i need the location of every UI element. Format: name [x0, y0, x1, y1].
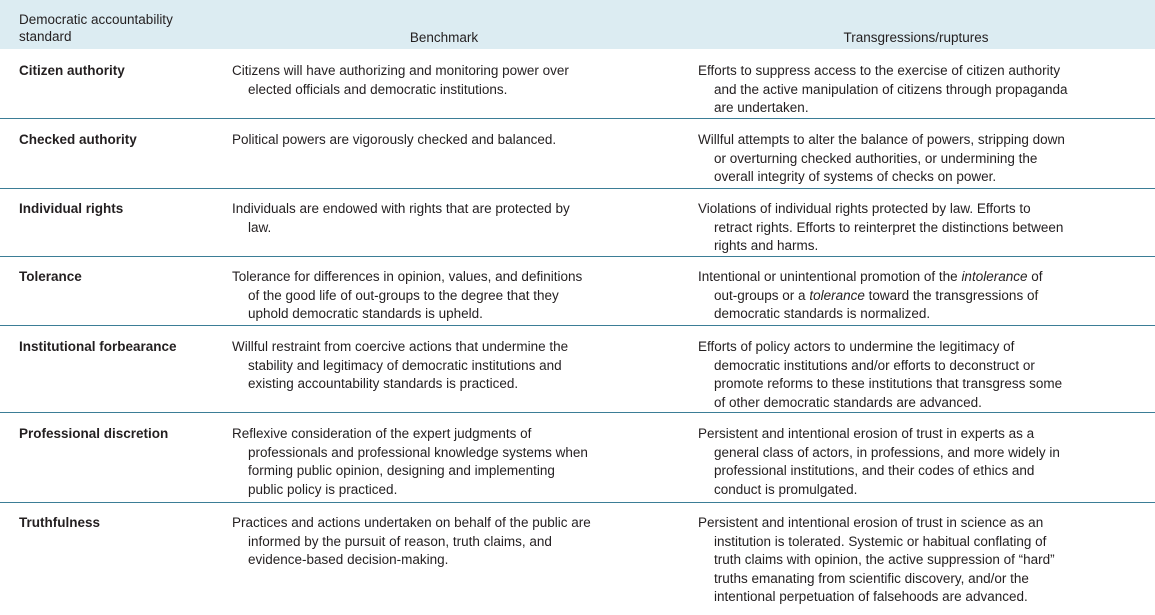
header-standard: Democratic accountability standard [19, 12, 173, 44]
cell-line: professionals and professional knowledge systems when [248, 444, 588, 460]
cell-line: evidence-based decision-making. [248, 552, 449, 567]
emphasis-text: tolerance [809, 287, 865, 303]
transgressions-cell [698, 131, 1065, 187]
benchmark-cell [232, 268, 582, 324]
line-segment: of [1027, 269, 1043, 284]
transgressions-cell [698, 425, 1060, 499]
line-segment: out-groups or a [714, 287, 810, 303]
cell-line: truth claims with opinion, the active suppression of “hard” [714, 552, 1055, 567]
cell-line: Violations of individual rights protected by law. Efforts to [698, 201, 1031, 216]
row-divider [0, 188, 1155, 189]
cell-line: professional institutions, and their codes of ethics and [714, 463, 1035, 478]
table-header [0, 0, 1155, 49]
standard-cell: Citizen authority [19, 63, 125, 78]
cell-line: democratic standards is normalized. [714, 306, 931, 321]
cell-line: Efforts of policy actors to undermine the legitimacy of [698, 339, 1015, 354]
emphasis-text: intolerance [961, 269, 1028, 284]
cell-line: Political powers are vigorously checked and balanced. [232, 132, 557, 147]
cell-line: Tolerance for differences in opinion, values, and definitions [232, 269, 583, 284]
standard-cell: Checked authority [19, 132, 137, 147]
benchmark-cell [232, 200, 570, 237]
cell-line: democratic institutions and/or efforts to deconstruct or [714, 357, 1035, 373]
standard-cell: Truthfulness [19, 515, 101, 530]
cell-line: existing accountability standards is practiced. [248, 376, 519, 391]
standard-cell: Individual rights [19, 201, 124, 216]
header-transgressions: Transgressions/ruptures [843, 30, 989, 45]
cell-line: forming public opinion, designing and implementing [248, 463, 555, 478]
cell-line: retract rights. Efforts to reinterpret the distinctions between [714, 219, 1064, 235]
cell-line: institution is tolerated. Systemic or habitual conflating of [714, 533, 1047, 549]
benchmark-cell [232, 425, 588, 499]
transgressions-cell [698, 268, 1043, 324]
row-divider [0, 256, 1155, 257]
header-benchmark: Benchmark [409, 30, 479, 45]
row-divider [0, 118, 1155, 119]
cell-line: Efforts to suppress access to the exercise of citizen authority [698, 63, 1061, 78]
transgressions-cell [698, 62, 1068, 118]
cell-line: public policy is practiced. [248, 481, 398, 497]
cell-line: Willful attempts to alter the balance of powers, stripping down [698, 132, 1065, 147]
cell-line: of other democratic standards are advanced. [714, 394, 982, 410]
cell-line: are undertaken. [714, 100, 809, 115]
cell-line: of the good life of out-groups to the degree that they [248, 287, 559, 303]
cell-line: Citizens will have authorizing and monitoring power over [232, 63, 569, 78]
cell-line: Willful restraint from coercive actions that undermine the [232, 339, 569, 354]
line-segment: toward the transgressions of [864, 287, 1039, 303]
cell-line: or overturning checked authorities, or undermining the [714, 150, 1038, 166]
transgressions-cell [698, 200, 1063, 256]
row-divider [0, 412, 1155, 413]
benchmark-cell [232, 131, 556, 150]
cell-line: informed by the pursuit of reason, truth claims, and [248, 533, 552, 549]
cell-line: uphold democratic standards is upheld. [248, 306, 483, 321]
cell-line: Persistent and intentional erosion of trust in science as an [698, 515, 1044, 530]
cell-line [698, 287, 1043, 306]
transgressions-cell [698, 338, 1062, 412]
cell-line: Practices and actions undertaken on behalf of the public are [232, 515, 591, 530]
benchmark-cell [232, 514, 591, 570]
cell-line: law. [248, 219, 272, 235]
cell-line: intentional perpetuation of falsehoods are advanced. [714, 589, 1028, 604]
row-divider [0, 502, 1155, 503]
cell-line: promote reforms to these institutions that transgress some [714, 376, 1063, 391]
cell-line: Persistent and intentional erosion of trust in experts as a [698, 426, 1035, 441]
standard-cell: Institutional forbearance [19, 339, 177, 354]
cell-line: Individuals are endowed with rights that are protected by [232, 201, 570, 216]
cell-line: overall integrity of systems of checks on power. [714, 169, 997, 184]
transgressions-cell [698, 514, 1055, 607]
cell-line: conduct is promulgated. [714, 481, 858, 497]
cell-line: and the active manipulation of citizens through propaganda [714, 81, 1068, 97]
cell-line: Reflexive consideration of the expert judgments of [232, 426, 532, 441]
cell-line: elected officials and democratic institutions. [248, 81, 508, 97]
standard-cell: Professional discretion [19, 426, 169, 441]
cell-line: general class of actors, in professions, and more widely in [714, 444, 1060, 460]
row-divider [0, 325, 1155, 326]
standard-cell: Tolerance [19, 269, 82, 284]
cell-line: truths emanating from scientific discovery, and/or the [714, 570, 1029, 586]
benchmark-cell [232, 62, 569, 99]
benchmark-cell [232, 338, 568, 394]
line-segment: Intentional or unintentional promotion of the [698, 269, 962, 284]
cell-line: rights and harms. [714, 238, 819, 253]
cell-line: stability and legitimacy of democratic institutions and [248, 357, 562, 373]
cell-line [698, 268, 1043, 287]
